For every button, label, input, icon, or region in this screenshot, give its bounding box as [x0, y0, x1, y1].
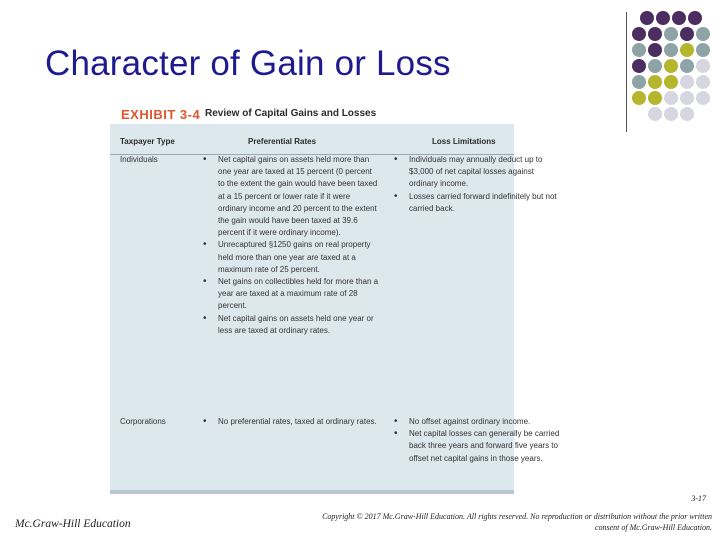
- decor-dot: [632, 43, 646, 57]
- decor-dot: [664, 107, 678, 121]
- row-corporations-limitations-list: [394, 416, 564, 465]
- list-item: • Unrecaptured §1250 gains on real property held more than one year are taxed at a maximum rate of 25 percent.: [203, 239, 379, 276]
- publisher-footer: Mc.Graw-Hill Education: [15, 518, 131, 530]
- column-header-preferential-rates: Preferential Rates: [248, 137, 317, 146]
- decor-dot: [672, 11, 686, 25]
- copyright-line: consent of Mc.Graw-Hill Education.: [594, 523, 712, 532]
- decor-dot: [696, 43, 710, 57]
- decor-dot: [648, 75, 662, 89]
- decor-dot: [664, 91, 678, 105]
- list-item: • Net capital losses can generally be carried back three years and forward five years to offset net capital gains in those years.: [394, 428, 564, 465]
- list-item: • No preferential rates, taxed at ordinary rates.: [203, 416, 379, 428]
- list-item: • No offset against ordinary income.: [394, 416, 564, 428]
- decor-dot: [648, 91, 662, 105]
- decorative-dot-grid: [631, 11, 720, 121]
- list-item: • Individuals may annually deduct up to $3,000 of net capital losses against ordinary income.: [394, 154, 564, 191]
- decor-dot: [648, 43, 662, 57]
- decor-dot: [696, 59, 710, 73]
- decor-dot: [664, 27, 678, 41]
- list-item: • Net gains on collectibles held for more than a year are taxed at a maximum rate of 28 percent.: [203, 276, 379, 313]
- decor-dot: [680, 59, 694, 73]
- row-individuals-limitations-list: [394, 154, 564, 215]
- decor-dot: [648, 59, 662, 73]
- list-item: • Losses carried forward indefinitely but not carried back.: [394, 191, 564, 215]
- decor-dot: [648, 27, 662, 41]
- exhibit-header: [121, 106, 521, 126]
- list-item: • Net capital gains on assets held one year or less are taxed at ordinary rates.: [203, 313, 379, 337]
- decor-dot: [680, 27, 694, 41]
- decor-dot: [664, 59, 678, 73]
- decor-dot: [632, 27, 646, 41]
- slide-title: Character of Gain or Loss: [45, 44, 451, 83]
- exhibit-label: EXHIBIT 3-4: [121, 107, 201, 122]
- decor-dot: [696, 75, 710, 89]
- row-corporations-preferential-list: [203, 416, 379, 428]
- page-number: 3-17: [691, 494, 706, 503]
- row-individuals-type: Individuals: [120, 155, 158, 164]
- decor-dot: [656, 11, 670, 25]
- decor-dot: [664, 75, 678, 89]
- decor-dot: [680, 43, 694, 57]
- decor-dot: [632, 75, 646, 89]
- decor-dot: [696, 91, 710, 105]
- decor-dot: [632, 59, 646, 73]
- table-header-row: [110, 128, 514, 155]
- decor-dot: [688, 11, 702, 25]
- row-corporations-type: Corporations: [120, 417, 166, 426]
- decor-dot: [696, 27, 710, 41]
- decor-dot: [640, 11, 654, 25]
- decor-dot: [648, 107, 662, 121]
- column-header-taxpayer-type: Taxpayer Type: [120, 137, 175, 146]
- decor-dot: [680, 91, 694, 105]
- list-item: • Net capital gains on assets held more than one year are taxed at 15 percent (0 percent to the extent the gain would have been taxed at a 15 percent or lower rate if it were ordinary income and 20 percent to the extent the gain would have been taxed at 39.6 percent if it were ordinary income).: [203, 154, 379, 239]
- decor-dot: [680, 107, 694, 121]
- exhibit-table: [110, 124, 560, 494]
- copyright-notice: [192, 511, 712, 533]
- copyright-line: Copyright © 2017 Mc.Graw-Hill Education. All rights reserved. No reproduction or distribution without the prior written: [322, 512, 712, 521]
- decor-dot: [632, 91, 646, 105]
- column-header-loss-limitations: Loss Limitations: [432, 137, 496, 146]
- decor-dot: [680, 75, 694, 89]
- decor-dot: [664, 43, 678, 57]
- row-individuals-preferential-list: [203, 154, 379, 337]
- exhibit-title: Review of Capital Gains and Losses: [205, 108, 377, 119]
- decorative-vertical-line: [626, 12, 627, 132]
